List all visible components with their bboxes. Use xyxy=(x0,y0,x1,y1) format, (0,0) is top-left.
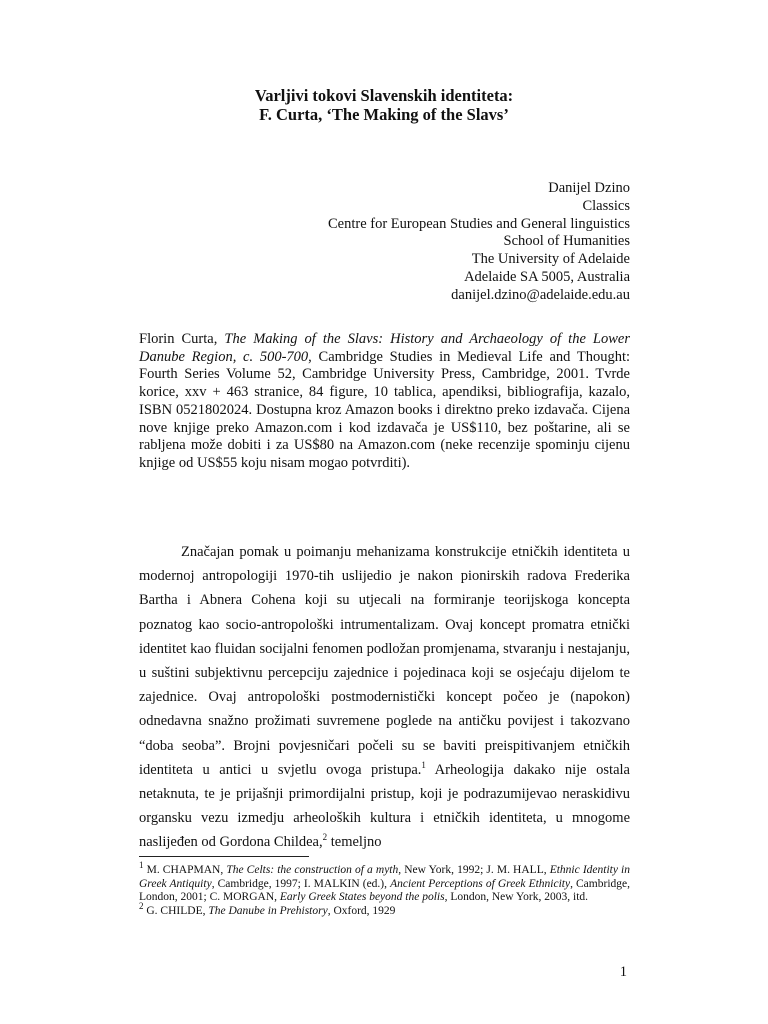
author-dept: Classics xyxy=(582,197,630,214)
author-email: danijel.dzino@adelaide.edu.au xyxy=(451,286,630,303)
footnote-2-title-a: The Danube in Prehistory xyxy=(208,904,328,917)
footnote-1-text-e: , London, New York, 2003, itd. xyxy=(444,891,589,904)
book-citation xyxy=(139,331,630,473)
citation-author: Florin Curta, xyxy=(139,331,225,347)
title-line-1: Varljivi tokovi Slavenskih identiteta: xyxy=(254,86,514,105)
body-text-part-2: Arheologija dakako nije ostala netaknuta, te je prijašnji primordijalni pristup, koji je podrazumijevao neraskidivu organsku vezu izmedju arheoloških kultura i etničkih identiteta, u mnogome naslijeđen od Gordona Childea, xyxy=(139,761,630,851)
footnote-1-title-a: The Celts: the construction of a myth xyxy=(226,864,399,876)
title-line-2: F. Curta, ‘The Making of the Slavs’ xyxy=(259,105,509,124)
author-centre: Centre for European Studies and General linguistics xyxy=(327,215,630,232)
author-university: The University of Adelaide xyxy=(471,251,630,268)
body-paragraph xyxy=(139,540,630,855)
footnote-1-mark: 1 xyxy=(139,860,144,871)
citation-book-title: The Making of the Slavs: History and Archaeology of the Lower Danube Region, c. 500-700 xyxy=(139,331,630,365)
body-text-part-1: Značajan pomak u poimanju mehanizama konstrukcije etničkih identiteta u modernoj antropologiji 1970-tih uslijedio je nakon pionirskih radova Frederika Bartha i Abnera Cohena koji su utjecali na formiranje teorijskoga koncepta poznatog kao socio-antropološki intrumentalizam. Ovaj koncept promatra etnički identitet kao fluidan socijalni fenomen podložan promjenama, stvaranju i nestajanju, u suštini subjektivnu percepciju zajednice i pojedinaca koji se osjećaju dijelom te zajednice. Ovaj antropološki postmodernistički koncept počeo je (napokon) odnedavna snažno prožimati suvremene poglede na antičku povijest i takozvano “doba seoba”. Brojni povjesničari počeli su se baviti preispitivanjem etničkih identiteta u antici u svjetlu ovoga pristupa. xyxy=(139,544,630,778)
footnote-1-title-c: Ancient Perceptions of Greek Ethnicity xyxy=(390,877,571,890)
footnote-1-title-b: Ethnic Identity in Greek Antiquity xyxy=(139,864,630,890)
footnote-2 xyxy=(139,900,630,919)
body-text xyxy=(139,540,630,855)
page-number: 1 xyxy=(619,964,627,980)
footnotes xyxy=(139,860,630,918)
footnote-1-title-d: Early Greek States beyond the polis xyxy=(279,891,445,904)
footnote-1-text-d: , Cambridge, London, 2001; C. MORGAN, xyxy=(139,877,630,904)
footnote-ref-2[interactable]: 2 xyxy=(322,832,328,843)
footnote-2-text-a: G. CHILDE, xyxy=(143,904,209,917)
body-text-part-3: temeljno xyxy=(327,834,382,851)
footnote-1 xyxy=(139,860,630,905)
author-name: Danijel Dzino xyxy=(548,180,630,196)
citation-details: , Cambridge Studies in Medieval Life and Thought: Fourth Series Volume 52, Cambridge University Press, Cambridge, 2001. Tvrde korice, xxv + 463 stranice, 84 figure, 10 tablica, apendiksi, bibliografija, kazalo, ISBN 0521802024. Dostupna kroz Amazon books i direktno preko izdavača. Cijena nove knjige preko Amazon.com i kod izdavača je US$110, bez poštarine, ali se rabljena može dobiti i za US$80 na Amazon.com (neke recenzije spominju cijenu knjige od US$55 koju nisam mogao potvrditi). xyxy=(139,348,631,471)
footnote-2-mark: 2 xyxy=(139,900,144,911)
author-school: School of Humanities xyxy=(503,233,630,250)
footnote-1-text-a: M. CHAPMAN, xyxy=(143,864,227,876)
paper-title xyxy=(0,86,768,124)
author-address: Adelaide SA 5005, Australia xyxy=(464,268,630,285)
footnote-divider xyxy=(139,856,309,857)
footnote-1-text-b: , New York, 1992; J. M. HALL, xyxy=(398,864,550,876)
footnote-1-text-c: , Cambridge, 1997; I. MALKIN (ed.), xyxy=(211,877,391,890)
footnote-ref-1[interactable]: 1 xyxy=(421,760,426,770)
author-block xyxy=(328,180,630,305)
footnote-2-text-b: , Oxford, 1929 xyxy=(327,904,396,917)
